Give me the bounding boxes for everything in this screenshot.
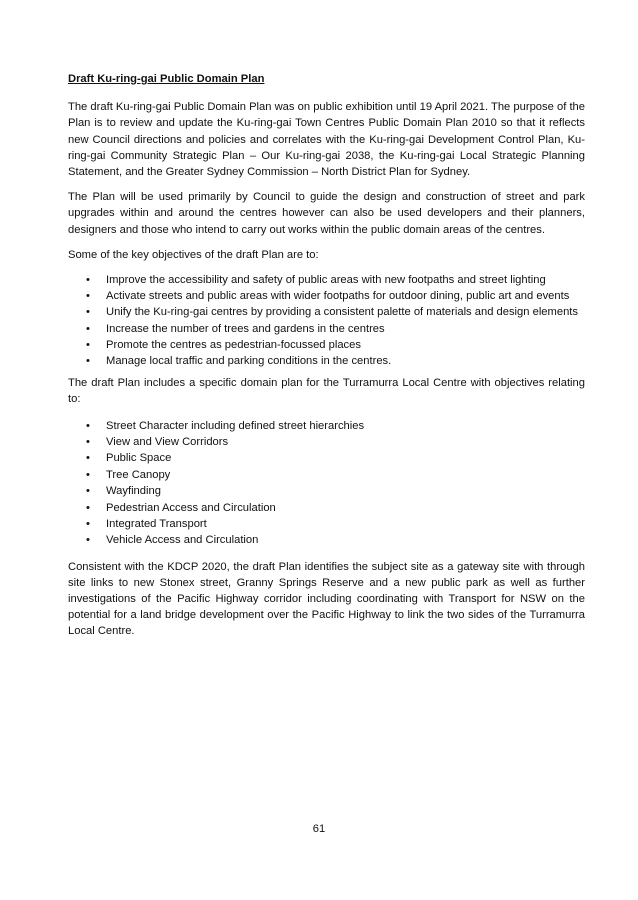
list-item: • View and View Corridors bbox=[106, 434, 585, 450]
list-item: • Increase the number of trees and gardens in the centres bbox=[106, 321, 585, 337]
list-item: • Vehicle Access and Circulation bbox=[106, 532, 585, 548]
paragraph-turramurra-intro: The draft Plan includes a specific domain plan for the Turramurra Local Centre with objectives relating to: bbox=[68, 377, 585, 406]
list-item: • Public Space bbox=[106, 450, 585, 466]
list-item: • Unify the Ku-ring-gai centres by providing a consistent palette of materials and design elements bbox=[106, 304, 585, 320]
list-item: • Integrated Transport bbox=[106, 516, 585, 532]
paragraph-objectives-intro: Some of the key objectives of the draft Plan are to: bbox=[68, 248, 319, 261]
paragraph-plan-usage: The Plan will be used primarily by Council to guide the design and construction of street and park upgrades within and around the centres however can also be used developers and their planners, designers and those who intend to carry out works within the public domain areas of the centres. bbox=[68, 191, 585, 236]
list-item: • Pedestrian Access and Circulation bbox=[106, 500, 585, 516]
list-item: • Wayfinding bbox=[106, 483, 585, 499]
turramurra-objectives-list bbox=[68, 418, 585, 549]
list-item: • Activate streets and public areas with wider footpaths for outdoor dining, public art and events bbox=[106, 288, 585, 304]
list-item: • Manage local traffic and parking conditions in the centres. bbox=[106, 353, 585, 369]
list-item: • Improve the accessibility and safety of public areas with new footpaths and street lighting bbox=[106, 272, 585, 288]
list-item: • Tree Canopy bbox=[106, 467, 585, 483]
paragraph-intro: The draft Ku-ring-gai Public Domain Plan was on public exhibition until 19 April 2021. The purpose of the Plan is to review and update the Ku-ring-gai Town Centres Public Domain Plan 2010 so that it reflects new Council directions and policies and correlates with the Ku-ring-gai Development Control Plan, Ku-ring-gai Community Strategic Plan – Our Ku-ring-gai 2038, the Ku-ring-gai Local Strategic Planning Statement, and the Greater Sydney Commission – North District Plan for Sydney. bbox=[68, 101, 585, 179]
section-heading: Draft Ku-ring-gai Public Domain Plan bbox=[68, 73, 265, 85]
list-item: • Promote the centres as pedestrian-focussed places bbox=[106, 337, 585, 353]
page-number: 61 bbox=[312, 823, 326, 835]
paragraph-kdcp-consistency: Consistent with the KDCP 2020, the draft Plan identifies the subject site as a gateway site with through site links to new Stonex street, Granny Springs Reserve and a new public park as well as further investigations of the Pacific Highway corridor including coordinating with Transport for NSW on the potential for a land bridge development over the Pacific Highway to link the two sides of the Turramurra Local Centre. bbox=[68, 560, 585, 638]
document-page bbox=[68, 71, 585, 649]
list-item: • Street Character including defined street hierarchies bbox=[106, 418, 585, 434]
objectives-list bbox=[68, 272, 585, 369]
